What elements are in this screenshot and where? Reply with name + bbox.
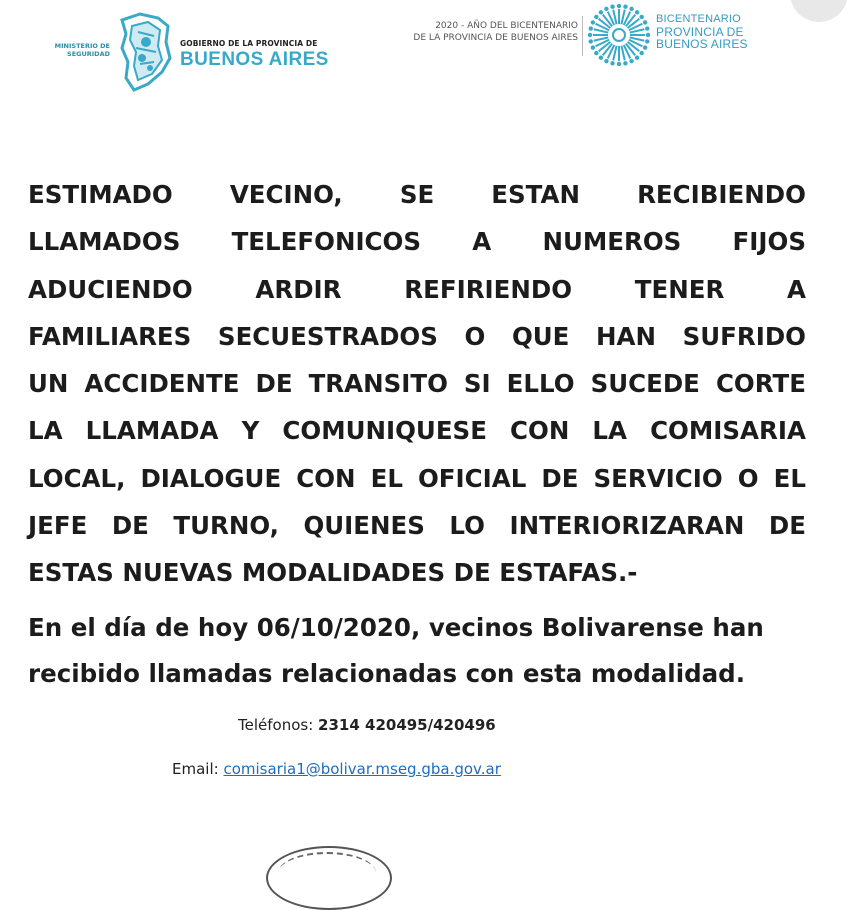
notice-line xyxy=(28,407,806,454)
notice-word: COMUNIQUESE xyxy=(282,416,487,446)
stamp-fragment-inner xyxy=(278,852,376,894)
notice-word: TELEFONICOS xyxy=(231,227,422,257)
notice-word: DE xyxy=(541,463,579,493)
notice-word: DE xyxy=(768,511,806,541)
bicentenario-sunburst-icon xyxy=(588,4,650,66)
ministry-line-1: MINISTERIO DE xyxy=(54,42,110,50)
notice-word: SUFRIDO xyxy=(682,321,806,351)
phone-contact xyxy=(238,716,496,734)
notice-line xyxy=(28,502,806,549)
notice-paragraph xyxy=(28,171,806,597)
phone-value: 2314 420495/420496 xyxy=(318,716,496,734)
ministry-label xyxy=(44,42,110,58)
notice-word: COMISARIA xyxy=(650,416,806,446)
notice-word: HAN xyxy=(596,321,656,351)
notice-word: QUIENES xyxy=(303,511,425,541)
notice-word: ELLO xyxy=(506,369,575,399)
bicentenario-line-2: PROVINCIA DE xyxy=(656,24,744,39)
notice-word: VECINO, xyxy=(229,180,343,209)
bicentenario-label xyxy=(656,13,748,51)
notice-word: TURNO, xyxy=(173,511,279,541)
email-contact xyxy=(172,760,501,778)
notice-word: CON xyxy=(296,463,356,493)
notice-word: DIALOGUE xyxy=(140,463,282,493)
notice-word: INTERIORIZARAN xyxy=(509,511,745,541)
notice-word: A xyxy=(787,274,806,304)
notice-word: RECIBIENDO xyxy=(637,180,806,209)
notice-word: SE xyxy=(399,180,435,209)
notice-word: ESTAS NUEVAS MODALIDADES DE ESTAFAS.- xyxy=(28,558,638,588)
notice-line xyxy=(28,360,806,407)
notice-word: O xyxy=(737,463,759,493)
today-paragraph xyxy=(28,605,818,697)
today-line: En el día de hoy 06/10/2020, vecinos Bolivarense han xyxy=(28,613,764,642)
notice-word: CON xyxy=(510,416,570,446)
notice-word: ACCIDENTE xyxy=(84,369,240,399)
notice-word: LA xyxy=(28,416,63,446)
email-label: Email: xyxy=(172,760,219,778)
government-label: GOBIERNO DE LA PROVINCIA DE xyxy=(180,39,318,48)
header-divider xyxy=(582,16,583,56)
notice-word: Y xyxy=(241,416,260,446)
notice-line xyxy=(28,549,806,596)
province-seal-icon xyxy=(118,12,172,92)
ministry-line-2: SEGURIDAD xyxy=(67,50,110,58)
notice-word: SI xyxy=(463,369,491,399)
bicentenario-line-3: BUENOS AIRES xyxy=(656,37,748,51)
notice-word: SERVICIO xyxy=(593,463,723,493)
notice-word: LLAMADA xyxy=(85,416,219,446)
today-line: recibido llamadas relacionadas con esta modalidad. xyxy=(28,659,746,688)
notice-word: LLAMADOS xyxy=(28,227,181,257)
province-name: BUENOS AIRES xyxy=(180,49,329,70)
notice-word: SECUESTRADOS xyxy=(217,321,438,351)
notice-word: ESTAN xyxy=(491,180,580,209)
phone-label: Teléfonos: xyxy=(238,716,314,734)
notice-word: REFIRIENDO xyxy=(404,274,573,304)
notice-word: JEFE xyxy=(28,511,88,541)
year-line-1: 2020 - AÑO DEL BICENTENARIO xyxy=(435,21,578,31)
notice-word: DE xyxy=(255,369,293,399)
notice-word: LOCAL, xyxy=(28,463,126,493)
notice-word: ESTIMADO xyxy=(28,180,173,209)
notice-word: EL xyxy=(370,463,403,493)
notice-word: LA xyxy=(592,416,627,446)
notice-word: QUE xyxy=(511,321,570,351)
bicentenario-line-1: BICENTENARIO xyxy=(656,13,741,25)
notice-line xyxy=(28,266,806,313)
notice-line xyxy=(28,455,806,502)
notice-word: LO xyxy=(449,511,485,541)
notice-word: NUMEROS xyxy=(542,227,682,257)
header-government-logo xyxy=(44,12,344,96)
notice-word: EL xyxy=(773,463,806,493)
notice-line xyxy=(28,313,806,360)
notice-word: UN xyxy=(28,369,69,399)
notice-word: ARDIR xyxy=(255,274,342,304)
year-line-2: DE LA PROVINCIA DE BUENOS AIRES xyxy=(413,33,578,43)
notice-word: O xyxy=(464,321,486,351)
notice-word: DE xyxy=(111,511,149,541)
notice-word: ADUCIENDO xyxy=(28,274,193,304)
notice-word: TRANSITO xyxy=(308,369,448,399)
notice-word: OFICIAL xyxy=(417,463,527,493)
email-link[interactable]: comisaria1@bolivar.mseg.gba.gov.ar xyxy=(223,760,501,778)
notice-word: CORTE xyxy=(715,369,806,399)
notice-word: A xyxy=(472,227,492,257)
corner-overlay xyxy=(790,0,848,22)
bicentenary-year-label xyxy=(388,20,578,44)
notice-word: TENER xyxy=(634,274,725,304)
notice-word: FIJOS xyxy=(732,227,806,257)
notice-word: FAMILIARES xyxy=(28,321,192,351)
notice-line xyxy=(28,171,806,218)
notice-word: SUCEDE xyxy=(590,369,700,399)
notice-line xyxy=(28,218,806,265)
